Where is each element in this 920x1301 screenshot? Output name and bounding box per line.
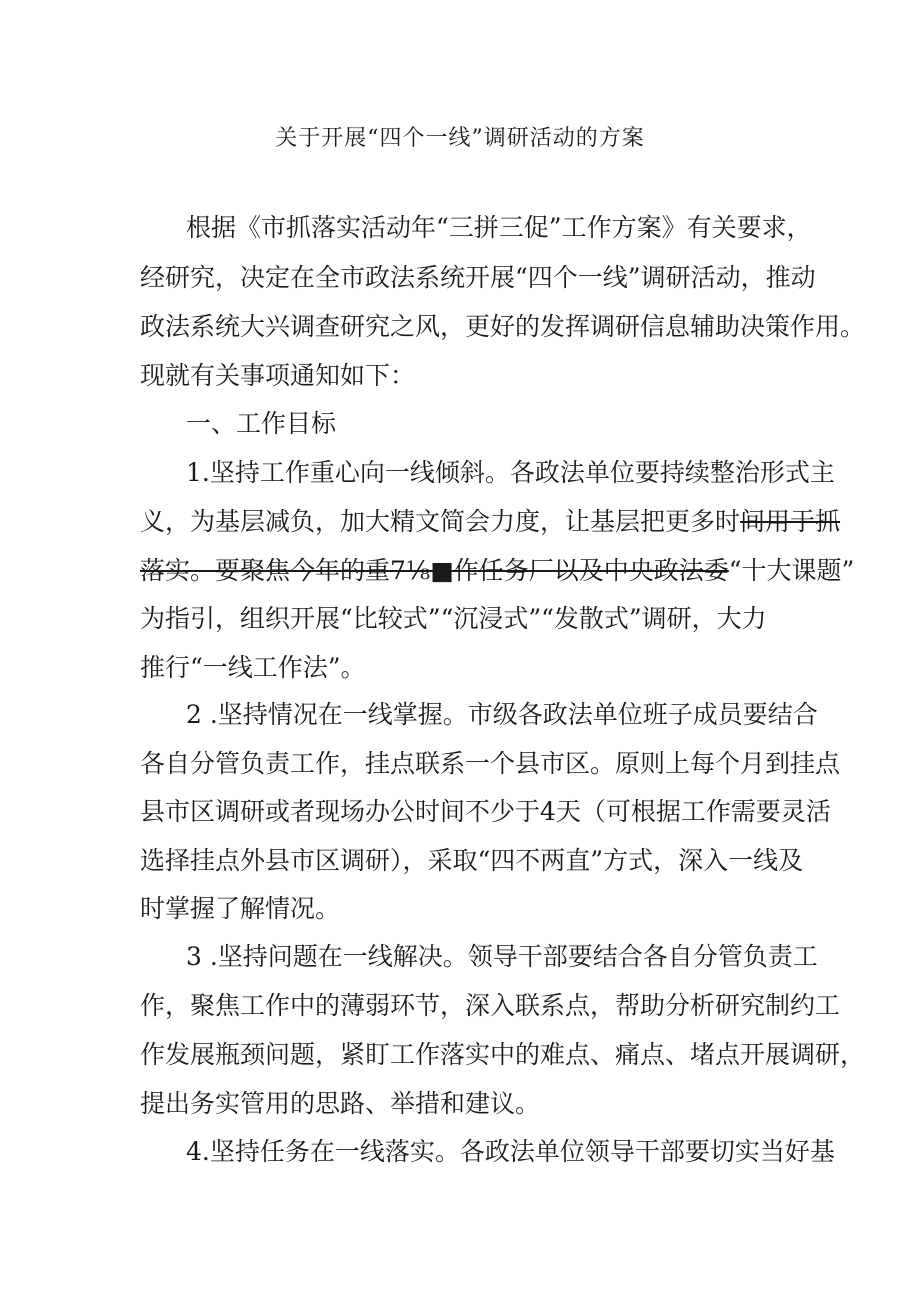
body-line: 各自分管负责工作，挂点联系一个县市区。原则上每个月到挂点: [140, 749, 841, 778]
body-line: 2 .坚持情况在一线掌握。市级各政法单位班子成员要结合: [186, 700, 818, 729]
body-line: 县市区调研或者现场办公时间不少于4天（可根据工作需要灵活: [140, 797, 831, 826]
body-line: 经研究，决定在全市政法系统开展“四个一线”调研活动，推动: [140, 263, 816, 292]
struck-text: 间用于抓: [740, 507, 841, 536]
body-line: [140, 506, 840, 538]
body-line: 为指引，组织开展“比较式”“沉浸式”“发散式”调研，大力: [140, 604, 767, 633]
body-line: 选择挂点外县市区调研），采取“四不两直”方式，深入一线及: [140, 846, 804, 875]
document-title: 关于开展“四个一线”调研活动的方案: [275, 126, 645, 151]
body-line: 作，聚焦工作中的薄弱环节，深入联系点，帮助分析研究制约工: [140, 991, 841, 1020]
body-line: 提出务实管用的思路、举措和建议。: [140, 1089, 541, 1118]
body-line: 1.坚持工作重心向一线倾斜。各政法单位要持续整治形式主: [186, 458, 835, 487]
body-text: 义，为基层减负，加大精文简会力度，让基层把更多时: [140, 507, 741, 536]
body-line: 作发展瓶颈问题，紧盯工作落实中的难点、痛点、堵点开展调研，: [140, 1040, 866, 1069]
body-line: [140, 555, 854, 587]
body-line: 政法系统大兴调查研究之风，更好的发挥调研信息辅助决策作用。: [140, 312, 866, 341]
body-text: “十大课题”: [728, 556, 855, 585]
body-line: 推行“一线工作法”。: [140, 653, 366, 682]
body-line: 4.坚持任务在一线落实。各政法单位领导干部要切实当好基: [186, 1137, 835, 1166]
section-heading: 一、工作目标: [186, 409, 337, 438]
body-line: 现就有关事项通知如下：: [140, 361, 416, 390]
body-line: 时掌握了解情况。: [140, 894, 341, 923]
body-line: 根据《市抓落实活动年“三拼三促”工作方案》有关要求，: [186, 213, 812, 242]
struck-text: 落实。要聚焦今年的重7⅛■作任务厂以及中央政法委: [140, 556, 729, 585]
body-line: 3 .坚持问题在一线解决。领导干部要结合各自分管负责工: [186, 942, 818, 971]
